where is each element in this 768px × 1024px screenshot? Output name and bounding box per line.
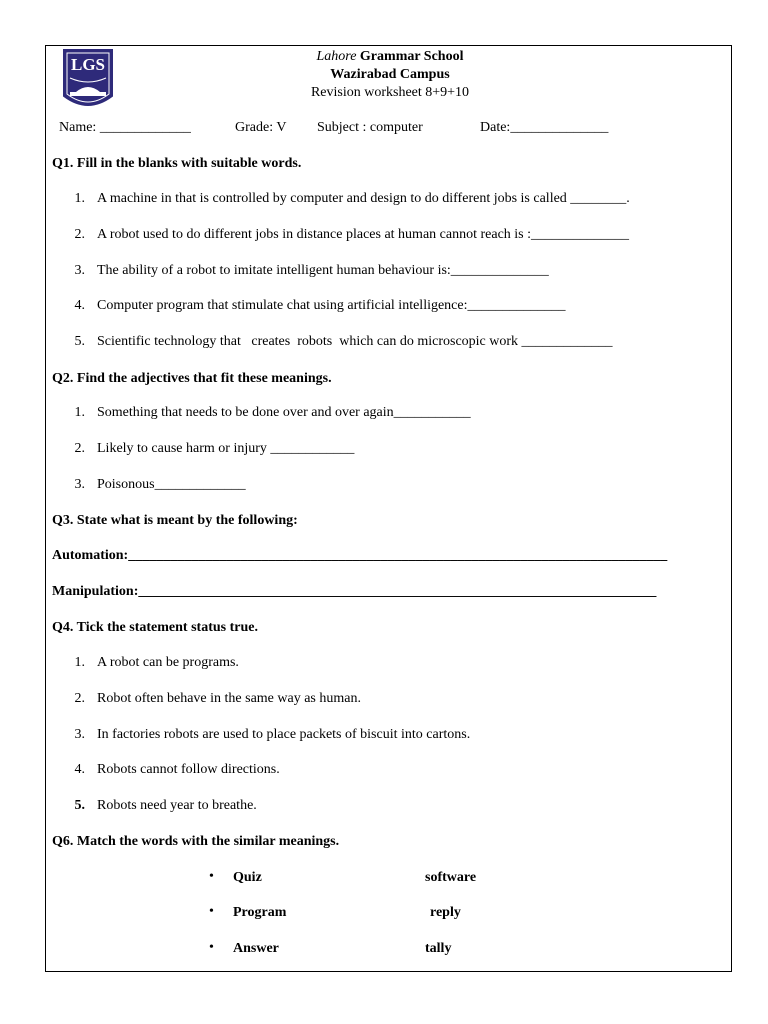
- q3-title: Q3. State what is meant by the following:: [52, 513, 298, 528]
- svg-text:LGS: LGS: [70, 55, 106, 74]
- q3-manipulation: Manipulation:__________________________________________________________________________: [52, 584, 657, 599]
- q6-right-2: reply: [430, 905, 461, 920]
- campus-name: Wazirabad Campus: [330, 67, 450, 82]
- school-logo: [62, 48, 114, 114]
- bullet-1: •: [209, 869, 214, 884]
- q3-automation: Automation:_____________________________________________________________________________: [52, 548, 668, 563]
- subject-field: Subject : computer: [317, 120, 423, 135]
- q1-item-4: Computer program that stimulate chat using artificial intelligence:______________: [97, 298, 566, 313]
- q2-item-3: Poisonous_____________: [97, 477, 246, 492]
- q4-item-1: A robot can be programs.: [97, 655, 239, 670]
- q4-item-5: Robots need year to breathe.: [97, 798, 257, 813]
- q1-item-3: The ability of a robot to imitate intelligent human behaviour is:______________: [97, 263, 549, 278]
- q4-item-4: Robots cannot follow directions.: [97, 762, 280, 777]
- q2-title: Q2. Find the adjectives that fit these meanings.: [52, 371, 332, 386]
- q2-item-1: Something that needs to be done over and over again___________: [97, 405, 471, 420]
- q4-num-4: 4.: [74, 762, 85, 777]
- q4-item-3: In factories robots are used to place packets of biscuit into cartons.: [97, 727, 471, 742]
- name-field: Name: _____________: [59, 120, 191, 135]
- bullet-2: •: [209, 904, 214, 919]
- q6-left-3: Answer: [233, 941, 279, 956]
- q1-num-5: 5.: [74, 334, 85, 349]
- q2-item-2: Likely to cause harm or injury ____________: [97, 441, 355, 456]
- bullet-3: •: [209, 940, 214, 955]
- q2-num-3: 3.: [74, 477, 85, 492]
- school-name: Lahore Grammar School: [316, 49, 464, 64]
- q6-left-1: Quiz: [233, 870, 262, 885]
- q1-num-1: 1.: [74, 191, 85, 206]
- q4-num-3: 3.: [74, 727, 85, 742]
- q1-title: Q1. Fill in the blanks with suitable words.: [52, 156, 302, 171]
- q1-item-1: A machine in that is controlled by computer and design to do different jobs is called ________.: [97, 191, 630, 206]
- q6-title: Q6. Match the words with the similar meanings.: [52, 834, 340, 849]
- q4-num-2: 2.: [74, 691, 85, 706]
- q6-right-3: tally: [425, 941, 452, 956]
- q4-num-1: 1.: [74, 655, 85, 670]
- q1-item-2: A robot used to do different jobs in distance places at human cannot reach is :______________: [97, 227, 630, 242]
- q1-num-2: 2.: [74, 227, 85, 242]
- q2-num-1: 1.: [74, 405, 85, 420]
- date-field: Date:______________: [480, 120, 609, 135]
- grade-field: Grade: V: [235, 120, 287, 135]
- q4-num-5: 5.: [74, 798, 85, 813]
- worksheet-title: Revision worksheet 8+9+10: [310, 85, 470, 100]
- q1-item-5: Scientific technology that creates robots which can do microscopic work _____________: [97, 334, 613, 349]
- q4-title: Q4. Tick the statement status true.: [52, 620, 258, 635]
- q6-left-2: Program: [233, 905, 287, 920]
- q1-num-3: 3.: [74, 263, 85, 278]
- q2-num-2: 2.: [74, 441, 85, 456]
- q1-num-4: 4.: [74, 298, 85, 313]
- q4-item-2: Robot often behave in the same way as human.: [97, 691, 361, 706]
- q6-right-1: software: [425, 870, 477, 885]
